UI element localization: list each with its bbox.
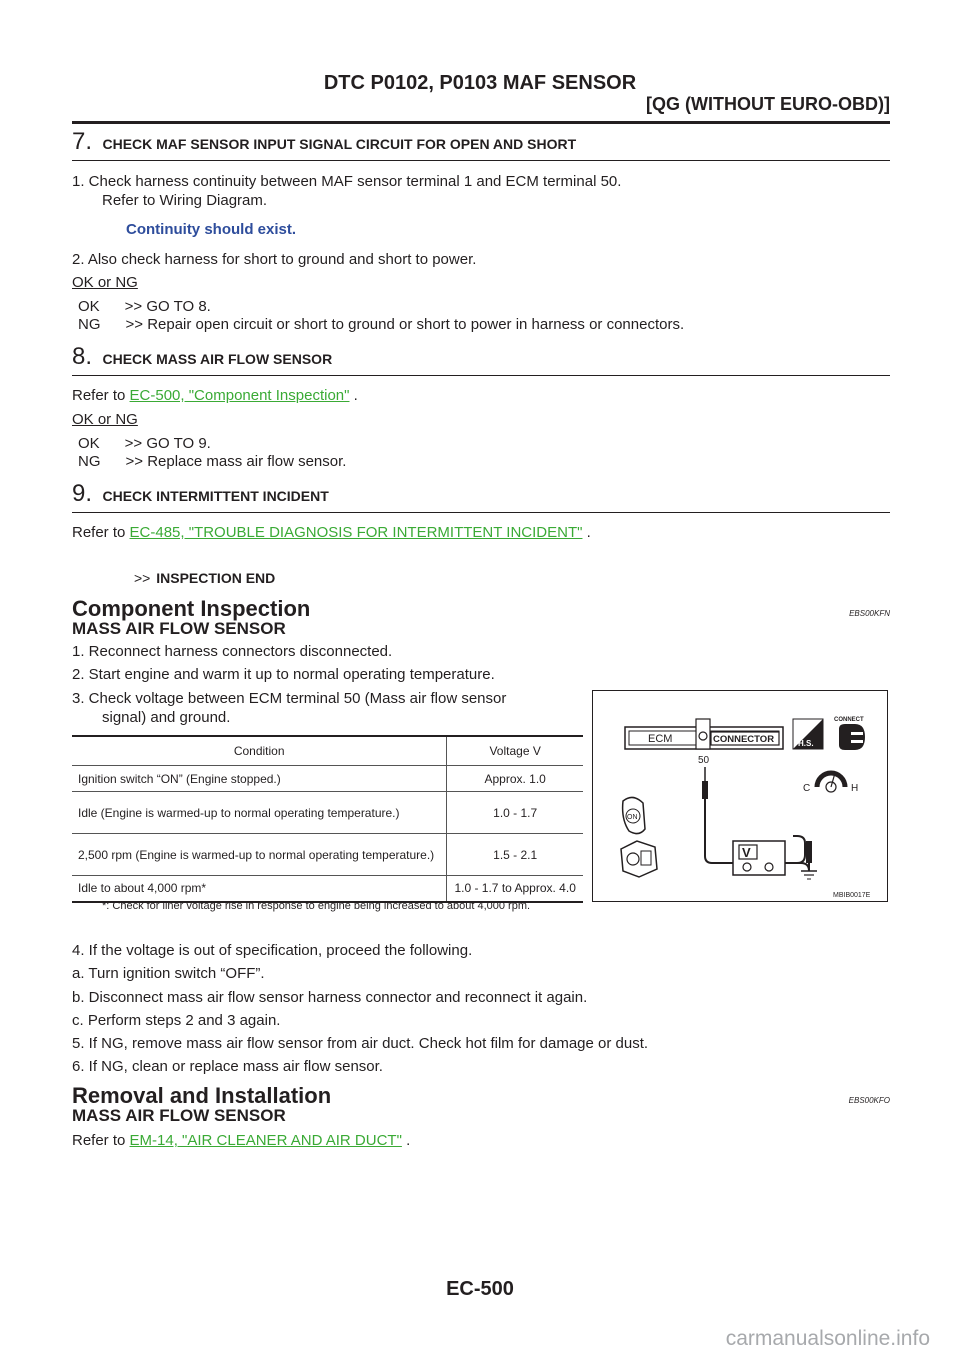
step-number: 7.	[72, 128, 93, 155]
ci-item-c: c. Perform steps 2 and 3 again.	[72, 1012, 281, 1029]
step-7-item-1: 1. Check harness continuity between MAF sensor terminal 1 and ECM terminal 50.	[72, 173, 622, 190]
ci-item-6: 6. If NG, clean or replace mass air flow sensor.	[72, 1058, 383, 1075]
page-title: DTC P0102, P0103 MAF SENSOR	[323, 72, 637, 94]
table-footnote: *: Check for liner voltage rise in response to engine being increased to about 4,000 rpm.	[102, 900, 531, 912]
diagram-svg	[593, 691, 889, 903]
step-7-heading	[72, 128, 576, 156]
table-row	[72, 834, 583, 876]
ignition-on-label: ON	[627, 814, 638, 821]
refer-prefix: Refer to	[72, 524, 130, 541]
table-cell: Ignition switch “ON” (Engine stopped.)	[72, 766, 447, 792]
step-number: 9.	[72, 480, 93, 507]
section-title: Component Inspection	[72, 596, 311, 621]
inspection-end-label: INSPECTION END	[156, 570, 276, 586]
table-cell: Idle (Engine is warmed-up to normal operating temperature.)	[72, 792, 447, 834]
section-title: Removal and Installation	[72, 1083, 332, 1108]
step-8-heading	[72, 343, 332, 371]
ci-item-1: 1. Reconnect harness connectors disconnected.	[72, 643, 393, 660]
wiring-diagram	[592, 690, 888, 902]
table-row	[72, 766, 583, 792]
refer-prefix: Refer to	[72, 1132, 130, 1149]
step-number: 8.	[72, 343, 93, 370]
ecm-label: ECM	[648, 733, 673, 745]
ci-item-2: 2. Start engine and warm it up to normal operating temperature.	[72, 666, 495, 683]
step-rule	[72, 160, 890, 161]
connect-label: CONNECT	[834, 717, 864, 723]
arrow-marker: >>	[134, 570, 151, 586]
refer-suffix: .	[582, 524, 591, 541]
ci-item-3-sub: signal) and ground.	[102, 709, 231, 726]
table-cell: Idle to about 4,000 rpm*	[72, 876, 447, 902]
table-cell: 1.0 - 1.7	[447, 792, 583, 834]
subsection-title: MASS AIR FLOW SENSOR	[72, 1106, 286, 1125]
step-7-item-1-sub: Refer to Wiring Diagram.	[102, 192, 268, 209]
section-code: EBS00KFN	[849, 609, 890, 618]
table-cell: 1.0 - 1.7 to Approx. 4.0	[447, 876, 583, 902]
removal-refer	[72, 1131, 410, 1150]
step-8-refer	[72, 386, 358, 405]
ci-item-b: b. Disconnect mass air flow sensor harness connector and reconnect it again.	[72, 989, 588, 1006]
hs-label: H.S.	[798, 739, 814, 748]
ok-ng-label: OK or NG	[72, 411, 138, 428]
step-title: CHECK MASS AIR FLOW SENSOR	[102, 351, 333, 367]
subsection-title: MASS AIR FLOW SENSOR	[72, 619, 286, 638]
watermark: carmanualsonline.info	[725, 1327, 930, 1350]
step-title: CHECK INTERMITTENT INCIDENT	[102, 488, 329, 504]
page-subtitle: [QG (WITHOUT EURO-OBD)]	[646, 94, 890, 114]
page-number: EC-500	[446, 1278, 514, 1300]
step-9-refer	[72, 523, 591, 542]
ok-ng-label: OK or NG	[72, 274, 138, 291]
spec-continuity: Continuity should exist.	[126, 221, 297, 238]
refer-suffix: .	[401, 1132, 411, 1149]
table-cell: Approx. 1.0	[447, 766, 583, 792]
gauge-h-label: H	[851, 783, 859, 794]
section-code: EBS00KFO	[848, 1096, 890, 1105]
table-header-cell: Condition	[72, 736, 447, 766]
ci-item-4: 4. If the voltage is out of specification, proceed the following.	[72, 942, 473, 959]
ci-item-3: 3. Check voltage between ECM terminal 50 (Mass air flow sensor	[72, 690, 507, 707]
ok-result: OK >> GO TO 8.	[78, 298, 211, 315]
component-inspection-link[interactable]: EC-500, "Component Inspection"	[129, 387, 350, 404]
figure-code: MBIB0017E	[833, 892, 871, 899]
ci-item-5: 5. If NG, remove mass air flow sensor from air duct. Check hot film for damage or dust.	[72, 1035, 649, 1052]
gauge-c-label: C	[803, 783, 811, 794]
air-cleaner-link[interactable]: EM-14, "AIR CLEANER AND AIR DUCT"	[129, 1132, 402, 1149]
ng-result: NG >> Replace mass air flow sensor.	[78, 453, 347, 470]
intermittent-incident-link[interactable]: EC-485, "TROUBLE DIAGNOSIS FOR INTERMITTENT INCIDENT"	[129, 524, 583, 541]
connector-label: CONNECTOR	[713, 734, 775, 745]
step-9-heading	[72, 480, 329, 508]
inspection-end	[134, 570, 275, 586]
voltmeter-label: V	[742, 845, 751, 860]
table-header-cell: Voltage V	[447, 736, 583, 766]
table-row	[72, 792, 583, 834]
step-title: CHECK MAF SENSOR INPUT SIGNAL CIRCUIT FOR OPEN AND SHORT	[102, 136, 577, 152]
refer-suffix: .	[349, 387, 358, 404]
table-cell: 2,500 rpm (Engine is warmed-up to normal operating temperature.)	[72, 834, 447, 876]
step-rule	[72, 512, 890, 513]
ng-result: NG >> Repair open circuit or short to ground or short to power in harness or connectors.	[78, 316, 685, 333]
ci-item-a: a. Turn ignition switch “OFF”.	[72, 965, 265, 982]
table-header-row	[72, 736, 583, 766]
step-rule	[72, 375, 890, 376]
step-7-item-2: 2. Also check harness for short to ground and short to power.	[72, 251, 477, 268]
refer-prefix: Refer to	[72, 387, 130, 404]
ok-result: OK >> GO TO 9.	[78, 435, 211, 452]
voltage-spec-table	[72, 735, 583, 903]
table-cell: 1.5 - 2.1	[447, 834, 583, 876]
terminal-label: 50	[698, 755, 710, 766]
header-rule	[72, 121, 890, 124]
